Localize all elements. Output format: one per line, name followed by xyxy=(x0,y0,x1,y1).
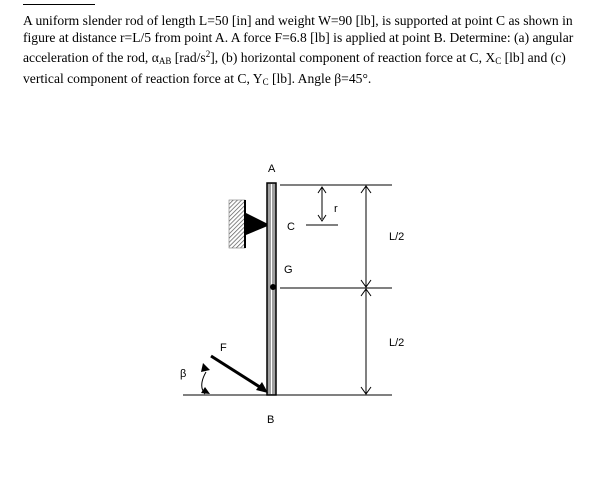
problem-line-3: acceleration of the rod, $\alpha_{AB}$ $[rad/s^2]$, (b) horizontal component of reaction force at C, $X_C$ [lb] and (c) xyxy=(23,49,566,66)
label-f: F xyxy=(220,342,227,354)
center-of-mass-dot xyxy=(270,284,276,290)
problem-line-4: vertical component of reaction force at C, $Y_C$ [lb]. Angle β=45°. xyxy=(23,71,372,87)
label-r: r xyxy=(334,203,338,215)
force-f-arrowhead xyxy=(256,382,268,393)
label-c: C xyxy=(287,221,295,233)
label-beta: β xyxy=(180,368,187,380)
label-half-length-top: L/2 xyxy=(389,231,405,243)
problem-line-2: figure at distance r=L/5 from point A. A force F=6.8 [lb] is applied at point B. Determine: (a) angular xyxy=(23,30,574,45)
label-g: G xyxy=(284,264,293,276)
force-f-arrow xyxy=(211,356,263,389)
angle-beta-arrowhead-top xyxy=(201,363,210,372)
label-a: A xyxy=(268,163,276,175)
label-b: B xyxy=(267,414,275,426)
problem-line-1: A uniform slender rod of length L=50 [in] and weight W=90 [lb], is supported at point C as shown in xyxy=(23,13,573,28)
label-half-length-bottom: L/2 xyxy=(389,337,405,349)
wall-support xyxy=(229,200,245,248)
